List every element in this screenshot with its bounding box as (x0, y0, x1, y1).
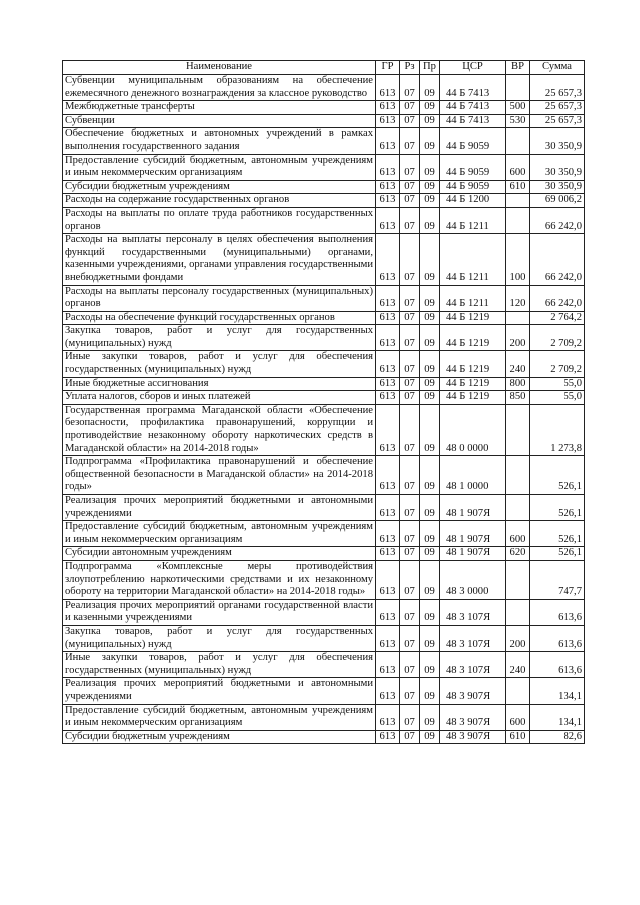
cell-sum: 30 350,9 (530, 180, 585, 194)
cell-pr: 09 (420, 625, 440, 651)
cell-sum: 25 657,3 (530, 101, 585, 115)
cell-vr: 600 (506, 154, 530, 180)
cell-rz: 07 (400, 521, 420, 547)
cell-vr (506, 311, 530, 325)
cell-csr: 44 Б 1219 (440, 351, 506, 377)
cell-rz: 07 (400, 114, 420, 128)
table-row (63, 101, 585, 115)
table-row (63, 128, 585, 154)
header-sum: Сумма (530, 61, 585, 75)
cell-pr: 09 (420, 114, 440, 128)
cell-gr: 613 (376, 730, 400, 744)
table-row (63, 547, 585, 561)
cell-gr: 613 (376, 325, 400, 351)
cell-rz: 07 (400, 311, 420, 325)
cell-gr: 613 (376, 599, 400, 625)
cell-rz: 07 (400, 180, 420, 194)
cell-name: Подпрограмма «Профилактика правонарушений и обеспечение общественной безопасности в Магаданской области» на 2014-2018 годы» (63, 456, 376, 495)
cell-vr: 610 (506, 180, 530, 194)
cell-rz: 07 (400, 128, 420, 154)
cell-rz: 07 (400, 599, 420, 625)
table-row (63, 207, 585, 233)
cell-sum: 2 764,2 (530, 311, 585, 325)
table-row (63, 154, 585, 180)
cell-pr: 09 (420, 495, 440, 521)
cell-csr: 44 Б 7413 (440, 114, 506, 128)
table-row (63, 456, 585, 495)
cell-pr: 09 (420, 154, 440, 180)
cell-gr: 613 (376, 101, 400, 115)
cell-name: Предоставление субсидий бюджетным, автономным учреждениям и иным некоммерческим организациям (63, 704, 376, 730)
cell-name: Межбюджетные трансферты (63, 101, 376, 115)
table-row (63, 194, 585, 208)
cell-sum: 526,1 (530, 521, 585, 547)
cell-rz: 07 (400, 75, 420, 101)
cell-gr: 613 (376, 377, 400, 391)
cell-gr: 613 (376, 625, 400, 651)
cell-rz: 07 (400, 625, 420, 651)
cell-pr: 09 (420, 234, 440, 285)
cell-csr: 48 3 907Я (440, 678, 506, 704)
cell-csr: 44 Б 1219 (440, 391, 506, 405)
cell-sum: 134,1 (530, 678, 585, 704)
table-row (63, 377, 585, 391)
cell-gr: 613 (376, 404, 400, 455)
cell-gr: 613 (376, 194, 400, 208)
cell-vr (506, 194, 530, 208)
cell-vr: 240 (506, 652, 530, 678)
cell-pr: 09 (420, 652, 440, 678)
cell-pr: 09 (420, 704, 440, 730)
cell-name: Расходы на выплаты персоналу в целях обеспечения выполнения функций государственными (муниципальными) органами, казенными учреждениями, органами управления государственными внебюджетными фондами (63, 234, 376, 285)
cell-vr: 200 (506, 625, 530, 651)
cell-rz: 07 (400, 194, 420, 208)
cell-sum: 30 350,9 (530, 154, 585, 180)
cell-pr: 09 (420, 560, 440, 599)
cell-rz: 07 (400, 325, 420, 351)
cell-sum: 66 242,0 (530, 207, 585, 233)
cell-name: Расходы на выплаты по оплате труда работников государственных органов (63, 207, 376, 233)
header-vr: ВР (506, 61, 530, 75)
cell-sum: 613,6 (530, 599, 585, 625)
cell-pr: 09 (420, 194, 440, 208)
table-row (63, 678, 585, 704)
cell-sum: 25 657,3 (530, 75, 585, 101)
cell-gr: 613 (376, 75, 400, 101)
cell-pr: 09 (420, 75, 440, 101)
cell-vr: 240 (506, 351, 530, 377)
cell-sum: 69 006,2 (530, 194, 585, 208)
cell-name: Расходы на выплаты персоналу государственных (муниципальных) органов (63, 285, 376, 311)
table-row (63, 404, 585, 455)
cell-gr: 613 (376, 114, 400, 128)
cell-gr: 613 (376, 456, 400, 495)
cell-sum: 747,7 (530, 560, 585, 599)
cell-name: Иные бюджетные ассигнования (63, 377, 376, 391)
cell-name: Закупка товаров, работ и услуг для государственных (муниципальных) нужд (63, 325, 376, 351)
cell-gr: 613 (376, 207, 400, 233)
cell-rz: 07 (400, 391, 420, 405)
cell-rz: 07 (400, 404, 420, 455)
header-name: Наименование (63, 61, 376, 75)
cell-pr: 09 (420, 730, 440, 744)
cell-vr: 610 (506, 730, 530, 744)
cell-sum: 526,1 (530, 547, 585, 561)
cell-name: Субвенции муниципальным образованиям на обеспечение ежемесячного денежного вознаграждения за классное руководство (63, 75, 376, 101)
cell-sum: 613,6 (530, 625, 585, 651)
cell-vr (506, 75, 530, 101)
cell-csr: 44 Б 7413 (440, 101, 506, 115)
cell-name: Расходы на обеспечение функций государственных органов (63, 311, 376, 325)
cell-rz: 07 (400, 207, 420, 233)
cell-csr: 44 Б 1211 (440, 234, 506, 285)
table-row (63, 351, 585, 377)
cell-sum: 55,0 (530, 377, 585, 391)
cell-csr: 48 0 0000 (440, 404, 506, 455)
cell-rz: 07 (400, 234, 420, 285)
cell-rz: 07 (400, 730, 420, 744)
table-row (63, 180, 585, 194)
header-row (63, 61, 585, 75)
cell-gr: 613 (376, 678, 400, 704)
cell-csr: 48 3 907Я (440, 704, 506, 730)
cell-pr: 09 (420, 521, 440, 547)
cell-csr: 48 3 107Я (440, 652, 506, 678)
cell-rz: 07 (400, 377, 420, 391)
cell-rz: 07 (400, 652, 420, 678)
cell-name: Расходы на содержание государственных органов (63, 194, 376, 208)
table-row (63, 311, 585, 325)
cell-name: Обеспечение бюджетных и автономных учреждений в рамках выполнения государственного задания (63, 128, 376, 154)
cell-sum: 25 657,3 (530, 114, 585, 128)
cell-csr: 48 1 907Я (440, 521, 506, 547)
cell-sum: 66 242,0 (530, 285, 585, 311)
header-rz: Рз (400, 61, 420, 75)
cell-name: Иные закупки товаров, работ и услуг для обеспечения государственных (муниципальных) нужд (63, 652, 376, 678)
cell-name: Уплата налогов, сборов и иных платежей (63, 391, 376, 405)
header-pr: Пр (420, 61, 440, 75)
cell-csr: 44 Б 1219 (440, 311, 506, 325)
cell-csr: 44 Б 1219 (440, 325, 506, 351)
cell-rz: 07 (400, 285, 420, 311)
cell-pr: 09 (420, 547, 440, 561)
cell-sum: 30 350,9 (530, 128, 585, 154)
cell-pr: 09 (420, 377, 440, 391)
header-gr: ГР (376, 61, 400, 75)
cell-gr: 613 (376, 128, 400, 154)
table-header (63, 61, 585, 75)
cell-rz: 07 (400, 495, 420, 521)
cell-sum: 55,0 (530, 391, 585, 405)
table-row (63, 234, 585, 285)
cell-name: Реализация прочих мероприятий бюджетными и автономными учреждениями (63, 678, 376, 704)
cell-csr: 48 3 107Я (440, 599, 506, 625)
cell-gr: 613 (376, 547, 400, 561)
cell-rz: 07 (400, 456, 420, 495)
cell-pr: 09 (420, 456, 440, 495)
cell-name: Реализация прочих мероприятий органами государственной власти и казенными учреждениями (63, 599, 376, 625)
cell-vr: 200 (506, 325, 530, 351)
cell-csr: 48 3 107Я (440, 625, 506, 651)
cell-name: Государственная программа Магаданской области «Обеспечение безопасности, профилактика правонарушений, коррупции и противодействие незаконному обороту наркотических средств в Магаданской области» на 2014-2018 годы» (63, 404, 376, 455)
cell-vr (506, 678, 530, 704)
cell-name: Субсидии бюджетным учреждениям (63, 180, 376, 194)
cell-rz: 07 (400, 101, 420, 115)
cell-pr: 09 (420, 351, 440, 377)
cell-rz: 07 (400, 704, 420, 730)
cell-vr: 600 (506, 704, 530, 730)
cell-vr (506, 404, 530, 455)
table-row (63, 391, 585, 405)
cell-rz: 07 (400, 351, 420, 377)
cell-rz: 07 (400, 547, 420, 561)
table-row (63, 730, 585, 744)
cell-vr: 800 (506, 377, 530, 391)
cell-pr: 09 (420, 404, 440, 455)
table-row (63, 325, 585, 351)
cell-gr: 613 (376, 180, 400, 194)
cell-vr: 600 (506, 521, 530, 547)
cell-gr: 613 (376, 495, 400, 521)
table-row (63, 75, 585, 101)
cell-pr: 09 (420, 311, 440, 325)
cell-sum: 82,6 (530, 730, 585, 744)
cell-name: Подпрограмма «Комплексные меры противодействия злоупотреблению наркотическими средствами и их незаконному обороту на территории Магаданской области» на 2014-2018 годы» (63, 560, 376, 599)
cell-vr: 850 (506, 391, 530, 405)
cell-vr: 120 (506, 285, 530, 311)
cell-csr: 48 3 0000 (440, 560, 506, 599)
cell-gr: 613 (376, 311, 400, 325)
budget-table (62, 60, 585, 744)
cell-csr: 48 1 907Я (440, 495, 506, 521)
cell-name: Субсидии автономным учреждениям (63, 547, 376, 561)
cell-csr: 44 Б 9059 (440, 154, 506, 180)
cell-pr: 09 (420, 325, 440, 351)
cell-pr: 09 (420, 599, 440, 625)
cell-pr: 09 (420, 678, 440, 704)
table-row (63, 114, 585, 128)
table-row (63, 560, 585, 599)
table-row (63, 625, 585, 651)
cell-pr: 09 (420, 180, 440, 194)
cell-csr: 44 Б 1211 (440, 285, 506, 311)
cell-gr: 613 (376, 704, 400, 730)
cell-sum: 66 242,0 (530, 234, 585, 285)
cell-vr: 530 (506, 114, 530, 128)
cell-name: Предоставление субсидий бюджетным, автономным учреждениям и иным некоммерческим организациям (63, 154, 376, 180)
cell-rz: 07 (400, 560, 420, 599)
table-row (63, 285, 585, 311)
cell-vr (506, 599, 530, 625)
cell-sum: 526,1 (530, 456, 585, 495)
table-body (63, 75, 585, 744)
cell-vr (506, 560, 530, 599)
cell-pr: 09 (420, 285, 440, 311)
document-page (62, 60, 584, 744)
cell-vr: 500 (506, 101, 530, 115)
cell-csr: 44 Б 7413 (440, 75, 506, 101)
cell-pr: 09 (420, 207, 440, 233)
cell-sum: 2 709,2 (530, 325, 585, 351)
cell-csr: 44 Б 9059 (440, 180, 506, 194)
cell-name: Закупка товаров, работ и услуг для государственных (муниципальных) нужд (63, 625, 376, 651)
cell-csr: 44 Б 1211 (440, 207, 506, 233)
cell-sum: 613,6 (530, 652, 585, 678)
cell-sum: 2 709,2 (530, 351, 585, 377)
table-row (63, 704, 585, 730)
table-row (63, 652, 585, 678)
table-row (63, 521, 585, 547)
header-csr: ЦСР (440, 61, 506, 75)
cell-csr: 48 1 0000 (440, 456, 506, 495)
cell-gr: 613 (376, 652, 400, 678)
cell-vr: 100 (506, 234, 530, 285)
cell-csr: 48 3 907Я (440, 730, 506, 744)
table-row (63, 495, 585, 521)
cell-rz: 07 (400, 154, 420, 180)
cell-pr: 09 (420, 391, 440, 405)
cell-gr: 613 (376, 234, 400, 285)
cell-gr: 613 (376, 560, 400, 599)
cell-csr: 48 1 907Я (440, 547, 506, 561)
cell-name: Предоставление субсидий бюджетным, автономным учреждениям и иным некоммерческим организациям (63, 521, 376, 547)
cell-vr (506, 495, 530, 521)
cell-csr: 44 Б 1200 (440, 194, 506, 208)
cell-name: Иные закупки товаров, работ и услуг для обеспечения государственных (муниципальных) нужд (63, 351, 376, 377)
cell-pr: 09 (420, 101, 440, 115)
cell-gr: 613 (376, 351, 400, 377)
cell-gr: 613 (376, 285, 400, 311)
cell-gr: 613 (376, 391, 400, 405)
cell-vr (506, 207, 530, 233)
cell-sum: 1 273,8 (530, 404, 585, 455)
cell-vr (506, 456, 530, 495)
cell-gr: 613 (376, 154, 400, 180)
cell-name: Субсидии бюджетным учреждениям (63, 730, 376, 744)
cell-name: Субвенции (63, 114, 376, 128)
cell-pr: 09 (420, 128, 440, 154)
cell-sum: 526,1 (530, 495, 585, 521)
cell-csr: 44 Б 1219 (440, 377, 506, 391)
cell-gr: 613 (376, 521, 400, 547)
cell-csr: 44 Б 9059 (440, 128, 506, 154)
cell-vr: 620 (506, 547, 530, 561)
table-row (63, 599, 585, 625)
cell-name: Реализация прочих мероприятий бюджетными и автономными учреждениями (63, 495, 376, 521)
cell-vr (506, 128, 530, 154)
cell-rz: 07 (400, 678, 420, 704)
cell-sum: 134,1 (530, 704, 585, 730)
